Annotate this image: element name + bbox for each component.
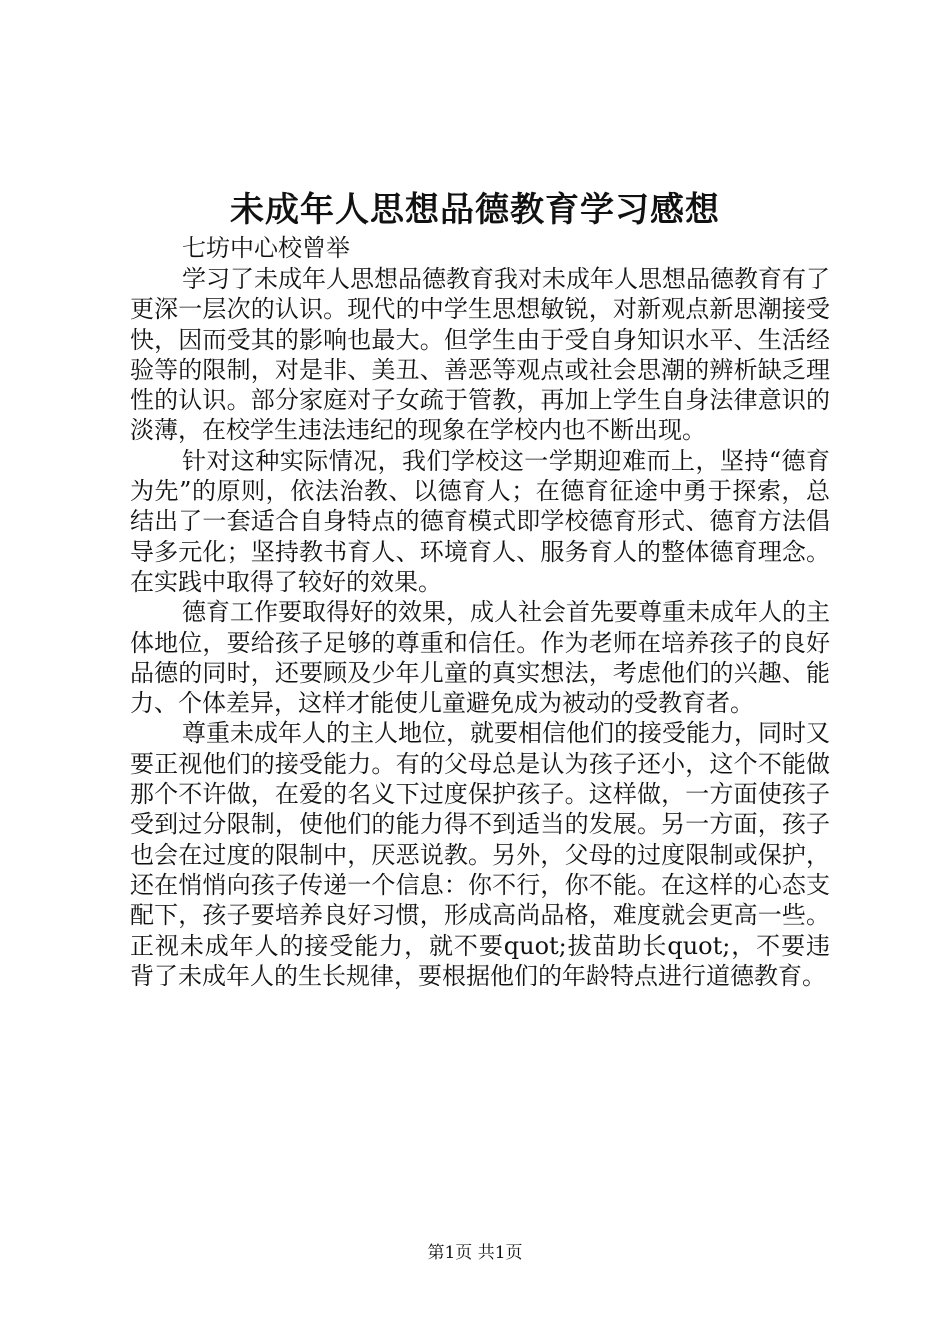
body-paragraph-4: 尊重未成年人的主人地位，就要相信他们的接受能力，同时又要正视他们的接受能力。有的父母总是认为孩子还小，这个不能做那个不许做，在爱的名义下过度保护孩子。这样做，一方面使孩子受到过分限制，使他们的能力得不到适当的发展。另一方面，孩子也会在过度的限制中，厌恶说教。另外，父母的过度限制或保护，还在悄悄向孩子传递一个信息：你不行，你不能。在这样的心态支配下，孩子要培养良好习惯，形成高尚品格，难度就会更高一些。正视未成年人的接受能力，就不要quot;拔苗助长quot;，不要违背了未成年人的生长规律，要根据他们的年龄特点进行道德教育。 bbox=[130, 719, 830, 990]
page-footer: 第1页 共1页 bbox=[427, 1243, 523, 1263]
body-paragraph-3: 德育工作要取得好的效果，成人社会首先要尊重未成年人的主体地位，要给孩子足够的尊重和信任。作为老师在培养孩子的良好品德的同时，还要顾及少年儿童的真实想法，考虑他们的兴趣、能力、个体差异，这样才能使儿童避免成为被动的受教育者。 bbox=[130, 598, 830, 718]
document-title: 未成年人思想品德教育学习感想 bbox=[230, 190, 720, 230]
body-paragraph-1: 学习了未成年人思想品德教育我对未成年人思想品德教育有了更深一层次的认识。现代的中学生思想敏锐，对新观点新思潮接受快，因而受其的影响也最大。但学生由于受自身知识水平、生活经验等的限制，对是非、美丑、善恶等观点或社会思潮的辨析缺乏理性的认识。部分家庭对子女疏于管教，再加上学生自身法律意识的淡薄，在校学生违法违纪的现象在学校内也不断出现。 bbox=[130, 265, 830, 445]
document-body bbox=[130, 264, 830, 991]
body-paragraph-2: 针对这种实际情况，我们学校这一学期迎难而上，坚持“德育为先”的原则，依法治教、以德育人；在德育征途中勇于探索，总结出了一套适合自身特点的德育模式即学校德育形式、德育方法倡导多元化；坚持教书育人、环境育人、服务育人的整体德育理念。在实践中取得了较好的效果。 bbox=[130, 446, 830, 596]
document-author: 七坊中心校曾举 bbox=[182, 234, 350, 262]
